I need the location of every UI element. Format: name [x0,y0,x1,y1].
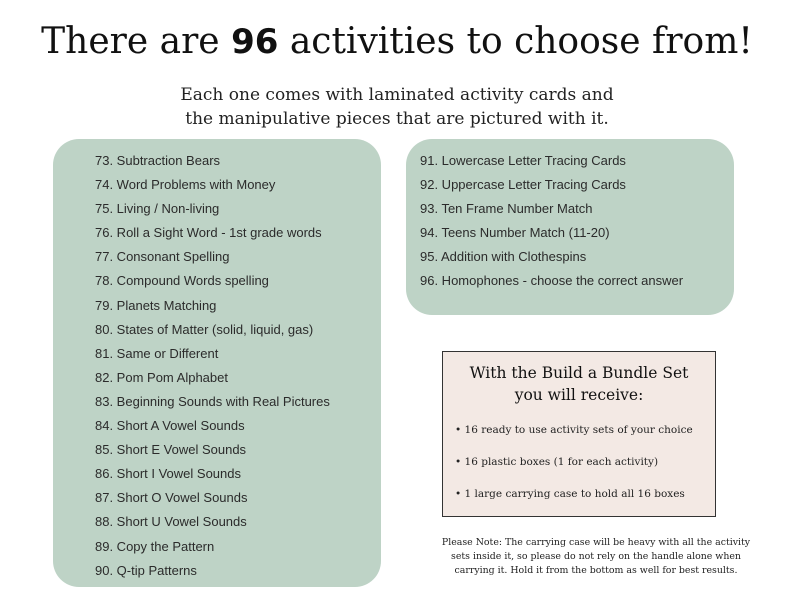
list-item: 95. Addition with Clothespins [420,249,587,265]
list-item: 77. Consonant Spelling [95,249,230,265]
note-line-1: Please Note: The carrying case will be heavy with all the activity [441,537,751,548]
bundle-heading [443,362,715,406]
activity-list-panel-right [406,139,734,315]
title-number: 96 [231,22,279,62]
list-item: 89. Copy the Pattern [95,538,215,554]
list-item: 96. Homophones - choose the correct answer [420,273,684,289]
title-after: activities to choose from! [278,21,753,62]
list-item: 94. Teens Number Match (11-20) [420,225,610,241]
bundle-list [443,414,715,510]
list-item: 79. Planets Matching [95,297,217,313]
list-item: 82. Pom Pom Alphabet [95,369,228,385]
list-item: 88. Short U Vowel Sounds [95,514,247,530]
title-before: There are [41,21,232,62]
subtitle-line-1: Each one comes with laminated activity cards and [180,85,614,105]
note-line-3: carrying it. Hold it from the bottom as well for best results. [454,565,738,576]
activity-list-right [420,149,683,294]
bundle-heading-line-1: With the Build a Bundle Set [469,364,689,382]
bundle-info-box [442,351,716,517]
list-item: 90. Q-tip Patterns [95,562,197,578]
list-item: 91. Lowercase Letter Tracing Cards [420,153,626,168]
list-item: 86. Short I Vowel Sounds [95,466,241,482]
list-item: 85. Short E Vowel Sounds [95,442,247,458]
bundle-item: • 16 ready to use activity sets of your choice [455,424,693,436]
bundle-item: • 1 large carrying case to hold all 16 boxes [455,488,685,500]
list-item: 73. Subtraction Bears [95,153,221,168]
list-item: 84. Short A Vowel Sounds [95,418,245,434]
list-item: 83. Beginning Sounds with Real Pictures [95,393,330,409]
subtitle-line-2: the manipulative pieces that are pictured with it. [185,109,609,129]
list-item: 80. States of Matter (solid, liquid, gas) [95,321,314,337]
list-item: 75. Living / Non-living [95,201,220,217]
list-item: 74. Word Problems with Money [95,177,276,193]
activity-list-panel-left [53,139,381,587]
page-title [0,20,794,64]
activity-list-left [95,149,330,583]
list-item: 76. Roll a Sight Word - 1st grade words [95,225,322,241]
bundle-heading-line-2: you will receive: [514,386,644,404]
note-line-2: sets inside it, so please do not rely on the handle alone when [451,551,741,562]
list-item: 87. Short O Vowel Sounds [95,490,248,506]
carrying-case-note [420,536,772,578]
list-item: 78. Compound Words spelling [95,273,269,289]
list-item: 92. Uppercase Letter Tracing Cards [420,177,626,193]
list-item: 81. Same or Different [95,345,219,361]
bundle-item: • 16 plastic boxes (1 for each activity) [455,456,659,468]
list-item: 93. Ten Frame Number Match [420,201,593,217]
page-subtitle [0,83,794,131]
